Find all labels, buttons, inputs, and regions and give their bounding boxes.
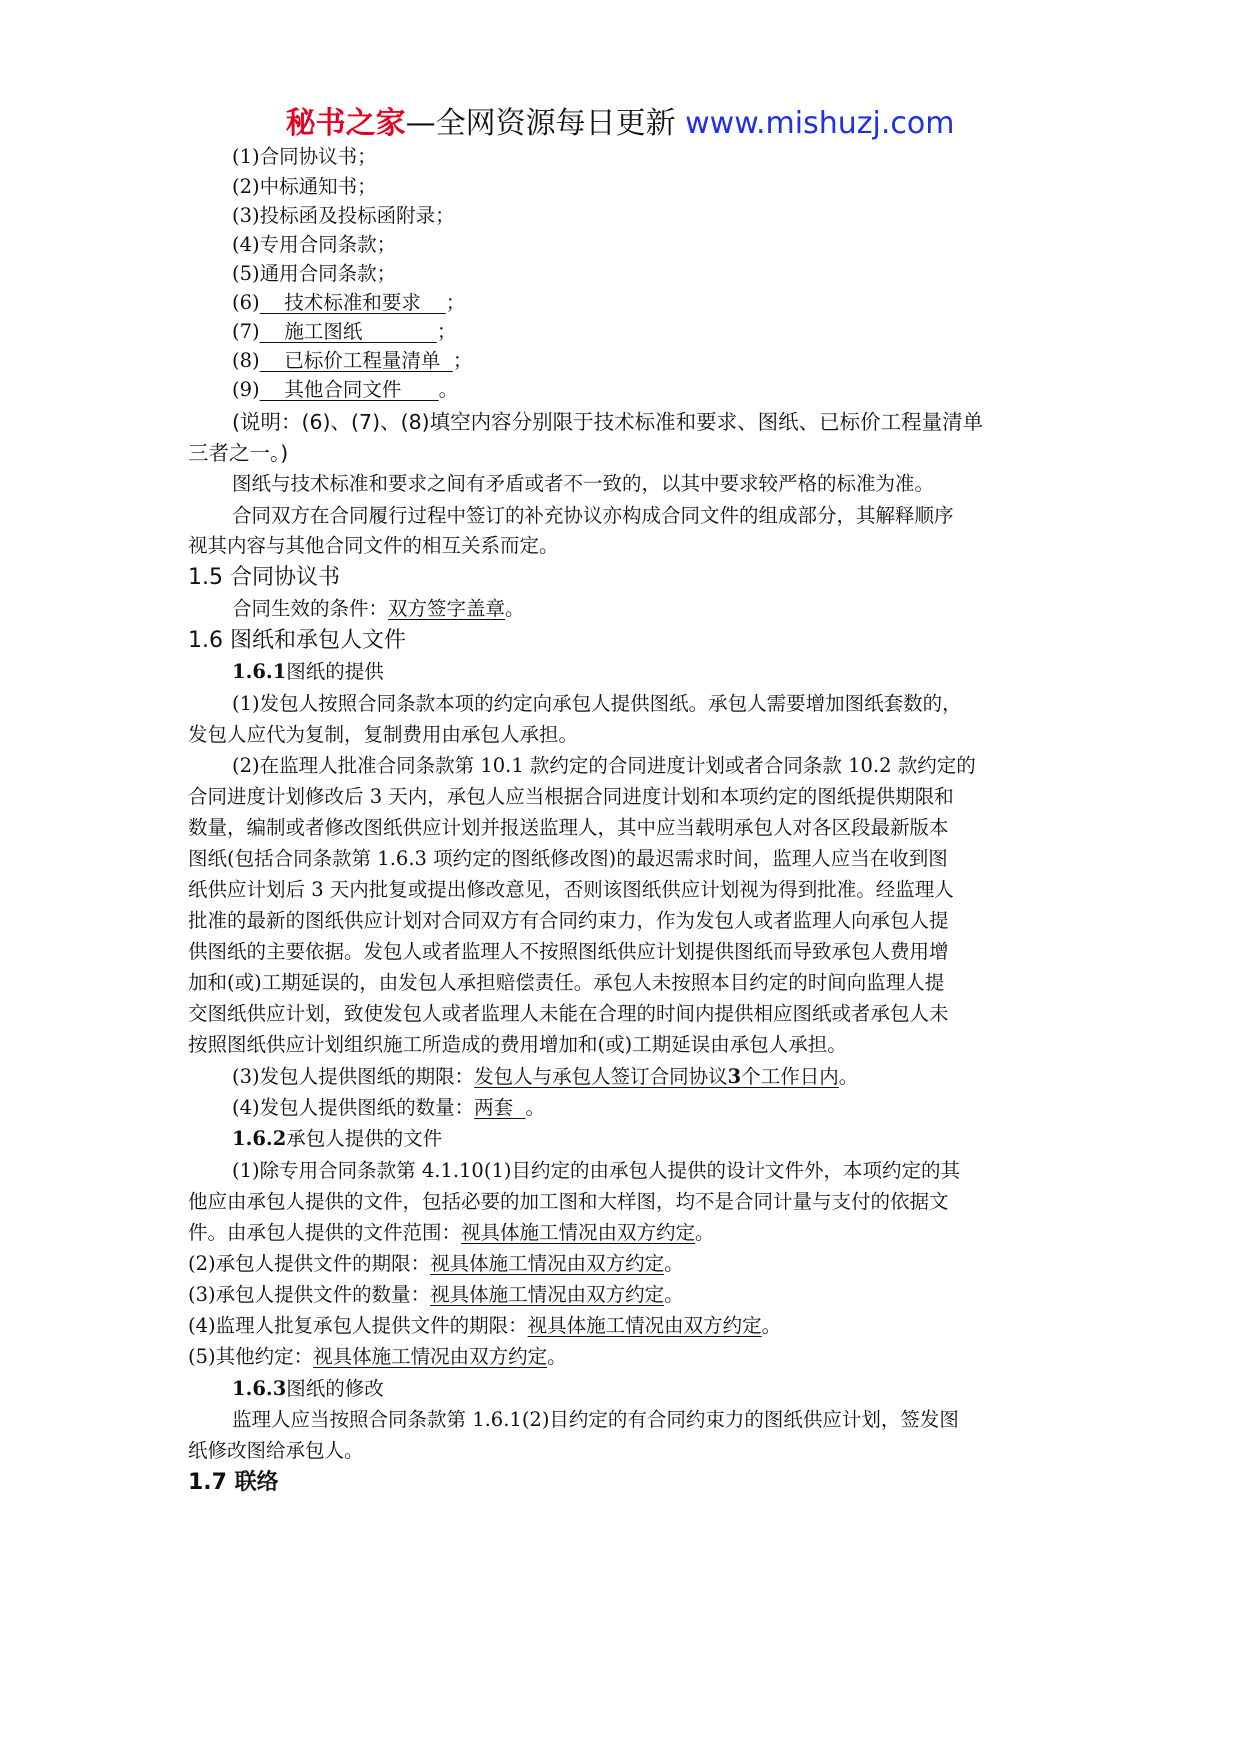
paragraph: 图纸与技术标准和要求之间有矛盾或者不一致的，以其中要求较严格的标准为准。 xyxy=(232,472,935,495)
paragraph: 件。由承包人提供的文件范围：视具体施工情况由双方约定。 xyxy=(188,1221,715,1244)
paragraph: 图纸(包括合同条款第 1.6.3 项约定的图纸修改图)的最迟需求时间，监理人应当在收到图 xyxy=(188,847,948,870)
list-item: (2)承包人提供文件的期限：视具体施工情况由双方约定。 xyxy=(188,1252,684,1275)
subsection-heading: 1.6.1图纸的提供 xyxy=(232,660,384,683)
list-item: (2)中标通知书； xyxy=(232,175,377,198)
banner-url: www.mishuzj.com xyxy=(685,106,955,141)
paragraph: 合同进度计划修改后 3 天内，承包人应当根据合同进度计划和本项约定的图纸提供期限和 xyxy=(188,785,954,808)
banner-tagline: —全网资源每日更新 xyxy=(405,106,686,141)
paragraph: 合同双方在合同履行过程中签订的补充协议亦构成合同文件的组成部分，其解释顺序 xyxy=(232,504,954,527)
list-item: (5)通用合同条款； xyxy=(232,262,397,285)
list-item: (9) 其他合同文件 。 xyxy=(232,378,459,401)
list-item: (3)投标函及投标函附录； xyxy=(232,204,455,227)
list-item: (3)承包人提供文件的数量：视具体施工情况由双方约定。 xyxy=(188,1283,684,1306)
paragraph: (4)发包人提供图纸的数量：两套 。 xyxy=(232,1096,546,1119)
list-item: (4)监理人批复承包人提供文件的期限：视具体施工情况由双方约定。 xyxy=(188,1314,782,1337)
paragraph: 交图纸供应计划，致使发包人或者监理人未能在合理的时间内提供相应图纸或者承包人未 xyxy=(188,1002,949,1025)
list-item: (5)其他约定：视具体施工情况由双方约定。 xyxy=(188,1345,567,1368)
paragraph: (1)发包人按照合同条款本项的约定向承包人提供图纸。承包人需要增加图纸套数的， xyxy=(232,692,962,715)
paragraph: (1)除专用合同条款第 4.1.10(1)目约定的由承包人提供的设计文件外，本项约定的其 xyxy=(232,1159,960,1182)
paragraph: 按照图纸供应计划组织施工所造成的费用增加和(或)工期延误由承包人承担。 xyxy=(188,1033,847,1056)
list-item: (8) 已标价工程量清单 ； xyxy=(232,349,473,372)
paragraph: 合同生效的条件：双方签字盖章。 xyxy=(232,597,525,620)
list-item: (4)专用合同条款； xyxy=(232,233,397,256)
paragraph: 视其内容与其他合同文件的相互关系而定。 xyxy=(188,534,559,557)
paragraph: 监理人应当按照合同条款第 1.6.1(2)目约定的有合同约束力的图纸供应计划，签发图 xyxy=(232,1408,959,1431)
subsection-heading: 1.6.2承包人提供的文件 xyxy=(232,1127,443,1150)
paragraph: 加和(或)工期延误的，由发包人承担赔偿责任。承包人未按照本目约定的时间向监理人提 xyxy=(188,971,945,994)
list-item: (6) 技术标准和要求 ； xyxy=(232,291,466,314)
paragraph: (3)发包人提供图纸的期限：发包人与承包人签订合同协议3个工作日内。 xyxy=(232,1065,859,1088)
paragraph: 纸供应计划后 3 天内批复或提出修改意见，否则该图纸供应计划视为得到批准。经监理人 xyxy=(188,878,954,901)
paragraph: 他应由承包人提供的文件，包括必要的加工图和大样图，均不是合同计量与支付的依据文 xyxy=(188,1190,949,1213)
brand-name: 秘书之家 xyxy=(285,106,406,141)
paragraph: 纸修改图给承包人。 xyxy=(188,1439,364,1462)
section-heading: 1.5 合同协议书 xyxy=(188,565,340,590)
list-item: (7) 施工图纸 ； xyxy=(232,320,457,343)
note-line: (说明：(6)、(7)、(8)填空内容分别限于技术标准和要求、图纸、已标价工程量清单 xyxy=(232,410,984,434)
paragraph: 批准的最新的图纸供应计划对合同双方有合同约束力，作为发包人或者监理人向承包人提 xyxy=(188,909,949,932)
note-line: 三者之一。) xyxy=(188,441,289,465)
paragraph: 供图纸的主要依据。发包人或者监理人不按照图纸供应计划提供图纸而导致承包人费用增 xyxy=(188,940,949,963)
paragraph: 数量，编制或者修改图纸供应计划并报送监理人，其中应当载明承包人对各区段最新版本 xyxy=(188,816,949,839)
site-banner xyxy=(0,104,1240,144)
paragraph: 发包人应代为复制，复制费用由承包人承担。 xyxy=(188,723,579,746)
paragraph: (2)在监理人批准合同条款第 10.1 款约定的合同进度计划或者合同条款 10.2 款约定的 xyxy=(232,754,976,777)
list-item: (1)合同协议书； xyxy=(232,145,377,168)
subsection-heading: 1.6.3图纸的修改 xyxy=(232,1377,384,1400)
section-heading: 1.6 图纸和承包人文件 xyxy=(188,628,406,653)
section-heading: 1.7 联络 xyxy=(188,1470,279,1495)
